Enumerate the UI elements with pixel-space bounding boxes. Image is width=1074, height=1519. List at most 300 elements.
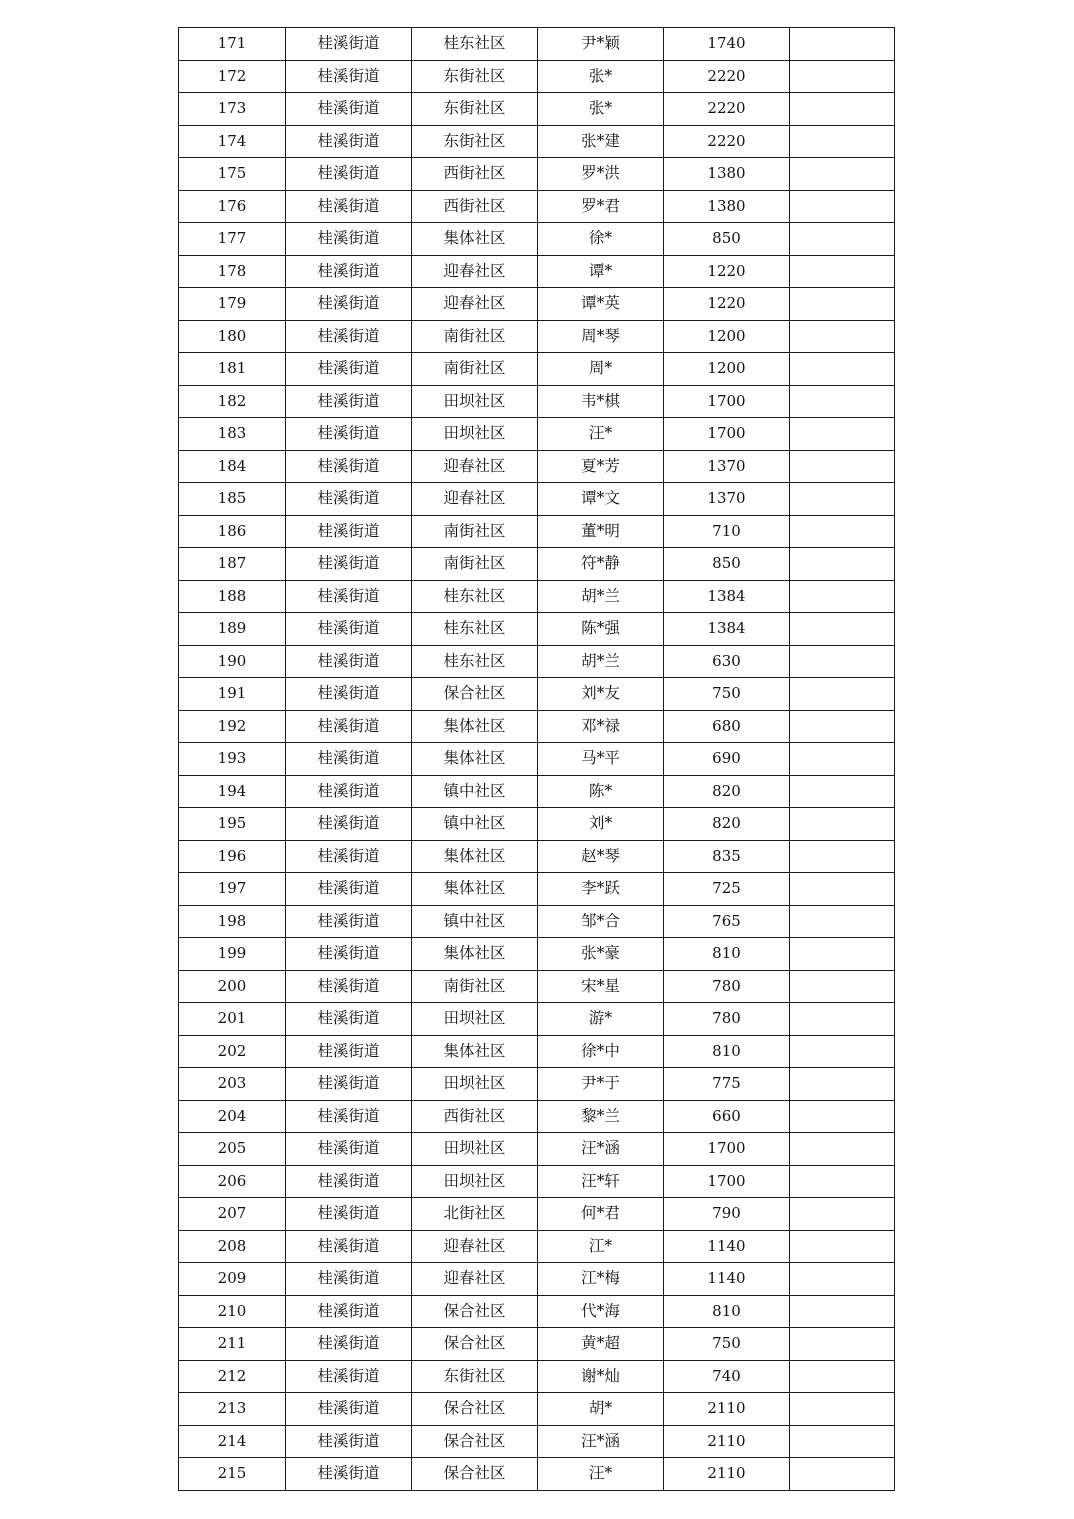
table-row — [179, 1198, 895, 1231]
table-row — [179, 905, 895, 938]
index-cell: 201 — [179, 1003, 286, 1036]
street-cell: 桂溪街道 — [286, 158, 412, 191]
table-row — [179, 385, 895, 418]
name-cell: 谢*灿 — [538, 1360, 664, 1393]
amount-cell: 1200 — [664, 320, 790, 353]
community-cell: 西街社区 — [412, 1100, 538, 1133]
name-cell: 汪*涵 — [538, 1133, 664, 1166]
index-cell: 214 — [179, 1425, 286, 1458]
table-row — [179, 645, 895, 678]
community-cell: 集体社区 — [412, 840, 538, 873]
street-cell: 桂溪街道 — [286, 710, 412, 743]
community-cell: 桂东社区 — [412, 28, 538, 61]
amount-cell: 1380 — [664, 158, 790, 191]
index-cell: 178 — [179, 255, 286, 288]
street-cell: 桂溪街道 — [286, 580, 412, 613]
name-cell: 张* — [538, 60, 664, 93]
community-cell: 集体社区 — [412, 938, 538, 971]
name-cell: 黄*超 — [538, 1328, 664, 1361]
index-cell: 174 — [179, 125, 286, 158]
amount-cell: 1370 — [664, 483, 790, 516]
community-cell: 迎春社区 — [412, 288, 538, 321]
table-row — [179, 418, 895, 451]
index-cell: 208 — [179, 1230, 286, 1263]
amount-cell: 1220 — [664, 288, 790, 321]
remark-cell — [790, 580, 895, 613]
remark-cell — [790, 320, 895, 353]
amount-cell: 1740 — [664, 28, 790, 61]
table-row — [179, 678, 895, 711]
community-cell: 西街社区 — [412, 190, 538, 223]
remark-cell — [790, 775, 895, 808]
remark-cell — [790, 1263, 895, 1296]
remark-cell — [790, 1295, 895, 1328]
name-cell: 代*海 — [538, 1295, 664, 1328]
index-cell: 192 — [179, 710, 286, 743]
community-cell: 保合社区 — [412, 1425, 538, 1458]
community-cell: 田坝社区 — [412, 1133, 538, 1166]
name-cell: 何*君 — [538, 1198, 664, 1231]
remark-cell — [790, 288, 895, 321]
street-cell: 桂溪街道 — [286, 938, 412, 971]
street-cell: 桂溪街道 — [286, 1035, 412, 1068]
amount-cell: 1700 — [664, 1165, 790, 1198]
table-row — [179, 1328, 895, 1361]
community-cell: 桂东社区 — [412, 580, 538, 613]
table-row — [179, 353, 895, 386]
street-cell: 桂溪街道 — [286, 613, 412, 646]
index-cell: 199 — [179, 938, 286, 971]
remark-cell — [790, 1328, 895, 1361]
remark-cell — [790, 1100, 895, 1133]
table-row — [179, 1263, 895, 1296]
table-row — [179, 1230, 895, 1263]
table-row — [179, 483, 895, 516]
name-cell: 陈* — [538, 775, 664, 808]
amount-cell: 810 — [664, 1035, 790, 1068]
amount-cell: 765 — [664, 905, 790, 938]
name-cell: 谭*英 — [538, 288, 664, 321]
amount-cell: 850 — [664, 223, 790, 256]
street-cell: 桂溪街道 — [286, 125, 412, 158]
name-cell: 刘* — [538, 808, 664, 841]
street-cell: 桂溪街道 — [286, 1393, 412, 1426]
index-cell: 211 — [179, 1328, 286, 1361]
amount-cell: 780 — [664, 1003, 790, 1036]
table-row — [179, 613, 895, 646]
amount-cell: 2110 — [664, 1393, 790, 1426]
community-cell: 集体社区 — [412, 873, 538, 906]
amount-cell: 810 — [664, 938, 790, 971]
community-cell: 集体社区 — [412, 743, 538, 776]
street-cell: 桂溪街道 — [286, 1295, 412, 1328]
street-cell: 桂溪街道 — [286, 190, 412, 223]
street-cell: 桂溪街道 — [286, 1230, 412, 1263]
remark-cell — [790, 93, 895, 126]
amount-cell: 2110 — [664, 1425, 790, 1458]
community-cell: 田坝社区 — [412, 1068, 538, 1101]
community-cell: 镇中社区 — [412, 905, 538, 938]
remark-cell — [790, 483, 895, 516]
community-cell: 南街社区 — [412, 548, 538, 581]
index-cell: 205 — [179, 1133, 286, 1166]
table-row — [179, 1165, 895, 1198]
table-row — [179, 970, 895, 1003]
table-row — [179, 1393, 895, 1426]
street-cell: 桂溪街道 — [286, 1003, 412, 1036]
street-cell: 桂溪街道 — [286, 418, 412, 451]
community-cell: 田坝社区 — [412, 418, 538, 451]
table-row — [179, 938, 895, 971]
table-row — [179, 288, 895, 321]
index-cell: 186 — [179, 515, 286, 548]
name-cell: 罗*洪 — [538, 158, 664, 191]
amount-cell: 750 — [664, 678, 790, 711]
index-cell: 190 — [179, 645, 286, 678]
remark-cell — [790, 970, 895, 1003]
index-cell: 176 — [179, 190, 286, 223]
amount-cell: 780 — [664, 970, 790, 1003]
table-row — [179, 158, 895, 191]
name-cell: 刘*友 — [538, 678, 664, 711]
index-cell: 180 — [179, 320, 286, 353]
remark-cell — [790, 1165, 895, 1198]
index-cell: 193 — [179, 743, 286, 776]
name-cell: 胡*兰 — [538, 580, 664, 613]
street-cell: 桂溪街道 — [286, 743, 412, 776]
index-cell: 187 — [179, 548, 286, 581]
community-cell: 南街社区 — [412, 353, 538, 386]
index-cell: 213 — [179, 1393, 286, 1426]
index-cell: 181 — [179, 353, 286, 386]
street-cell: 桂溪街道 — [286, 873, 412, 906]
index-cell: 191 — [179, 678, 286, 711]
remark-cell — [790, 515, 895, 548]
community-cell: 西街社区 — [412, 158, 538, 191]
street-cell: 桂溪街道 — [286, 548, 412, 581]
name-cell: 胡* — [538, 1393, 664, 1426]
community-cell: 东街社区 — [412, 1360, 538, 1393]
name-cell: 符*静 — [538, 548, 664, 581]
index-cell: 202 — [179, 1035, 286, 1068]
name-cell: 江*梅 — [538, 1263, 664, 1296]
remark-cell — [790, 938, 895, 971]
community-cell: 田坝社区 — [412, 385, 538, 418]
name-cell: 黎*兰 — [538, 1100, 664, 1133]
amount-cell: 775 — [664, 1068, 790, 1101]
street-cell: 桂溪街道 — [286, 28, 412, 61]
street-cell: 桂溪街道 — [286, 1425, 412, 1458]
table-row — [179, 1068, 895, 1101]
index-cell: 182 — [179, 385, 286, 418]
remark-cell — [790, 1198, 895, 1231]
street-cell: 桂溪街道 — [286, 255, 412, 288]
remark-cell — [790, 1230, 895, 1263]
table-row — [179, 450, 895, 483]
name-cell: 谭* — [538, 255, 664, 288]
amount-cell: 725 — [664, 873, 790, 906]
street-cell: 桂溪街道 — [286, 1458, 412, 1491]
remark-cell — [790, 28, 895, 61]
table-row — [179, 1360, 895, 1393]
community-cell: 东街社区 — [412, 60, 538, 93]
name-cell: 江* — [538, 1230, 664, 1263]
remark-cell — [790, 873, 895, 906]
index-cell: 195 — [179, 808, 286, 841]
amount-cell: 660 — [664, 1100, 790, 1133]
index-cell: 171 — [179, 28, 286, 61]
amount-cell: 710 — [664, 515, 790, 548]
index-cell: 206 — [179, 1165, 286, 1198]
index-cell: 203 — [179, 1068, 286, 1101]
name-cell: 汪*涵 — [538, 1425, 664, 1458]
table-row — [179, 1100, 895, 1133]
table-row — [179, 515, 895, 548]
community-cell: 迎春社区 — [412, 450, 538, 483]
remark-cell — [790, 190, 895, 223]
street-cell: 桂溪街道 — [286, 1263, 412, 1296]
remark-cell — [790, 255, 895, 288]
remark-cell — [790, 678, 895, 711]
community-cell: 田坝社区 — [412, 1165, 538, 1198]
amount-cell: 810 — [664, 1295, 790, 1328]
amount-cell: 1140 — [664, 1230, 790, 1263]
name-cell: 邹*合 — [538, 905, 664, 938]
amount-cell: 1200 — [664, 353, 790, 386]
community-cell: 田坝社区 — [412, 1003, 538, 1036]
name-cell: 游* — [538, 1003, 664, 1036]
table-row — [179, 808, 895, 841]
index-cell: 185 — [179, 483, 286, 516]
remark-cell — [790, 418, 895, 451]
table-row — [179, 125, 895, 158]
community-cell: 迎春社区 — [412, 1263, 538, 1296]
amount-cell: 690 — [664, 743, 790, 776]
index-cell: 172 — [179, 60, 286, 93]
name-cell: 董*明 — [538, 515, 664, 548]
table-row — [179, 1425, 895, 1458]
amount-cell: 1370 — [664, 450, 790, 483]
table-body — [179, 28, 895, 1491]
index-cell: 210 — [179, 1295, 286, 1328]
amount-cell: 2110 — [664, 1458, 790, 1491]
name-cell: 韦*棋 — [538, 385, 664, 418]
remark-cell — [790, 125, 895, 158]
street-cell: 桂溪街道 — [286, 808, 412, 841]
street-cell: 桂溪街道 — [286, 840, 412, 873]
name-cell: 陈*强 — [538, 613, 664, 646]
table-row — [179, 223, 895, 256]
street-cell: 桂溪街道 — [286, 1360, 412, 1393]
name-cell: 徐*中 — [538, 1035, 664, 1068]
index-cell: 212 — [179, 1360, 286, 1393]
name-cell: 张*豪 — [538, 938, 664, 971]
street-cell: 桂溪街道 — [286, 385, 412, 418]
index-cell: 209 — [179, 1263, 286, 1296]
name-cell: 谭*文 — [538, 483, 664, 516]
name-cell: 周* — [538, 353, 664, 386]
community-cell: 迎春社区 — [412, 1230, 538, 1263]
remark-cell — [790, 710, 895, 743]
amount-cell: 850 — [664, 548, 790, 581]
name-cell: 周*琴 — [538, 320, 664, 353]
remark-cell — [790, 1360, 895, 1393]
remark-cell — [790, 385, 895, 418]
index-cell: 179 — [179, 288, 286, 321]
remark-cell — [790, 743, 895, 776]
table-row — [179, 28, 895, 61]
community-cell: 集体社区 — [412, 1035, 538, 1068]
table-row — [179, 1458, 895, 1491]
community-cell: 南街社区 — [412, 970, 538, 1003]
table-row — [179, 1295, 895, 1328]
remark-cell — [790, 158, 895, 191]
street-cell: 桂溪街道 — [286, 905, 412, 938]
index-cell: 183 — [179, 418, 286, 451]
table-row — [179, 1035, 895, 1068]
amount-cell: 1700 — [664, 1133, 790, 1166]
remark-cell — [790, 645, 895, 678]
community-cell: 桂东社区 — [412, 613, 538, 646]
amount-cell: 1700 — [664, 418, 790, 451]
table-row — [179, 873, 895, 906]
amount-cell: 750 — [664, 1328, 790, 1361]
table-row — [179, 580, 895, 613]
amount-cell: 820 — [664, 775, 790, 808]
community-cell: 集体社区 — [412, 710, 538, 743]
remark-cell — [790, 353, 895, 386]
street-cell: 桂溪街道 — [286, 483, 412, 516]
community-cell: 镇中社区 — [412, 775, 538, 808]
street-cell: 桂溪街道 — [286, 1198, 412, 1231]
amount-cell: 680 — [664, 710, 790, 743]
remark-cell — [790, 840, 895, 873]
remark-cell — [790, 1068, 895, 1101]
amount-cell: 2220 — [664, 93, 790, 126]
name-cell: 徐* — [538, 223, 664, 256]
table-row — [179, 743, 895, 776]
community-cell: 集体社区 — [412, 223, 538, 256]
amount-cell: 1700 — [664, 385, 790, 418]
amount-cell: 790 — [664, 1198, 790, 1231]
amount-cell: 2220 — [664, 60, 790, 93]
index-cell: 207 — [179, 1198, 286, 1231]
amount-cell: 630 — [664, 645, 790, 678]
amount-cell: 835 — [664, 840, 790, 873]
remark-cell — [790, 1035, 895, 1068]
street-cell: 桂溪街道 — [286, 1165, 412, 1198]
table-row — [179, 1133, 895, 1166]
index-cell: 175 — [179, 158, 286, 191]
street-cell: 桂溪街道 — [286, 1068, 412, 1101]
index-cell: 198 — [179, 905, 286, 938]
name-cell: 罗*君 — [538, 190, 664, 223]
table-row — [179, 93, 895, 126]
community-cell: 东街社区 — [412, 125, 538, 158]
community-cell: 南街社区 — [412, 515, 538, 548]
community-cell: 保合社区 — [412, 1393, 538, 1426]
amount-cell: 740 — [664, 1360, 790, 1393]
street-cell: 桂溪街道 — [286, 645, 412, 678]
index-cell: 197 — [179, 873, 286, 906]
name-cell: 夏*芳 — [538, 450, 664, 483]
street-cell: 桂溪街道 — [286, 223, 412, 256]
name-cell: 张*建 — [538, 125, 664, 158]
index-cell: 184 — [179, 450, 286, 483]
street-cell: 桂溪街道 — [286, 93, 412, 126]
table-row — [179, 775, 895, 808]
table-row — [179, 710, 895, 743]
remark-cell — [790, 613, 895, 646]
remark-cell — [790, 1133, 895, 1166]
table-row — [179, 60, 895, 93]
name-cell: 汪*轩 — [538, 1165, 664, 1198]
amount-cell: 1384 — [664, 613, 790, 646]
street-cell: 桂溪街道 — [286, 1100, 412, 1133]
community-cell: 保合社区 — [412, 678, 538, 711]
street-cell: 桂溪街道 — [286, 678, 412, 711]
index-cell: 196 — [179, 840, 286, 873]
street-cell: 桂溪街道 — [286, 515, 412, 548]
community-cell: 保合社区 — [412, 1295, 538, 1328]
index-cell: 200 — [179, 970, 286, 1003]
community-cell: 迎春社区 — [412, 255, 538, 288]
index-cell: 173 — [179, 93, 286, 126]
table-row — [179, 255, 895, 288]
amount-cell: 1140 — [664, 1263, 790, 1296]
street-cell: 桂溪街道 — [286, 1328, 412, 1361]
name-cell: 宋*星 — [538, 970, 664, 1003]
remark-cell — [790, 450, 895, 483]
remark-cell — [790, 223, 895, 256]
name-cell: 汪* — [538, 1458, 664, 1491]
table-row — [179, 320, 895, 353]
remark-cell — [790, 60, 895, 93]
street-cell: 桂溪街道 — [286, 450, 412, 483]
street-cell: 桂溪街道 — [286, 320, 412, 353]
remark-cell — [790, 1458, 895, 1491]
remark-cell — [790, 1425, 895, 1458]
street-cell: 桂溪街道 — [286, 60, 412, 93]
name-cell: 张* — [538, 93, 664, 126]
remark-cell — [790, 1003, 895, 1036]
index-cell: 204 — [179, 1100, 286, 1133]
name-cell: 马*平 — [538, 743, 664, 776]
remark-cell — [790, 905, 895, 938]
community-cell: 保合社区 — [412, 1458, 538, 1491]
street-cell: 桂溪街道 — [286, 288, 412, 321]
street-cell: 桂溪街道 — [286, 775, 412, 808]
name-cell: 胡*兰 — [538, 645, 664, 678]
community-cell: 南街社区 — [412, 320, 538, 353]
community-cell: 保合社区 — [412, 1328, 538, 1361]
remark-cell — [790, 808, 895, 841]
table-row — [179, 1003, 895, 1036]
name-cell: 赵*琴 — [538, 840, 664, 873]
name-cell: 尹*于 — [538, 1068, 664, 1101]
community-cell: 迎春社区 — [412, 483, 538, 516]
community-cell: 桂东社区 — [412, 645, 538, 678]
index-cell: 215 — [179, 1458, 286, 1491]
amount-cell: 820 — [664, 808, 790, 841]
name-cell: 尹*颖 — [538, 28, 664, 61]
index-cell: 177 — [179, 223, 286, 256]
index-cell: 188 — [179, 580, 286, 613]
amount-cell: 2220 — [664, 125, 790, 158]
name-cell: 李*跃 — [538, 873, 664, 906]
table-row — [179, 548, 895, 581]
community-cell: 东街社区 — [412, 93, 538, 126]
